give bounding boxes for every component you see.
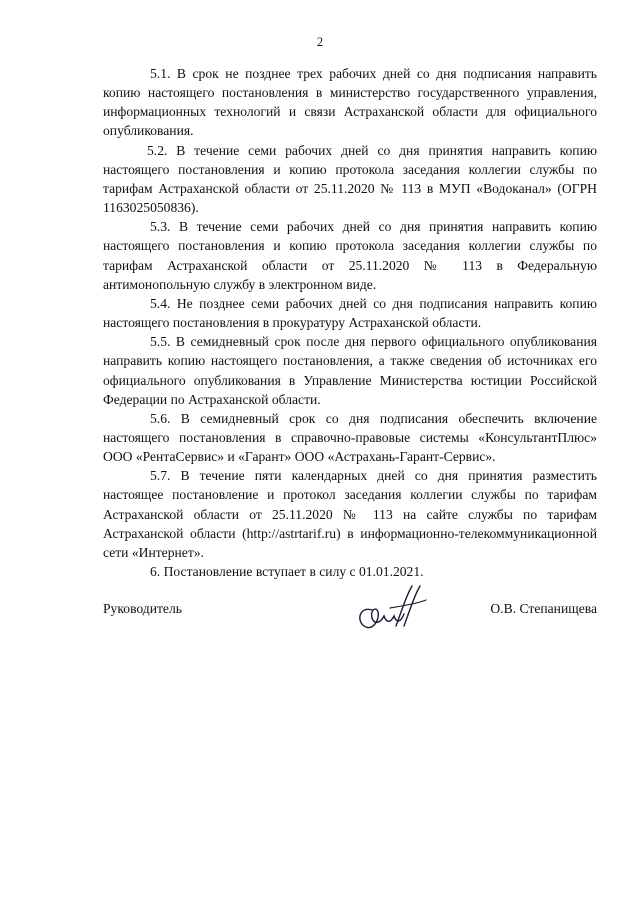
handwritten-signature-icon — [350, 580, 430, 636]
page-number: 2 — [316, 35, 324, 49]
paragraph-5-4: 5.4. Не позднее семи рабочих дней со дня подписания направить копию настоящего постановления в прокуратуру Астраханской области. — [103, 295, 597, 331]
paragraph-5-1: 5.1. В срок не позднее трех рабочих дней со дня подписания направить копию настоящего постановления в министерство государственного управления, информационных технологий и связи Астраханской области для официального опубликования. — [103, 66, 597, 139]
paragraph-5-6: 5.6. В семидневный срок со дня подписания обеспечить включение настоящего постановления в справочно-правовые системы «КонсультантПлюс» ООО «РентаСервис» и «Гарант» ООО «Астрахань-Гарант-Сервис». — [103, 410, 597, 465]
signer-role: Руководитель — [103, 601, 182, 616]
signer-name: О.В. Степанищева — [490, 601, 597, 616]
paragraph-6: 6. Постановление вступает в силу с 01.01.2021. — [150, 564, 424, 580]
document-body — [103, 64, 597, 581]
paragraph-5-5: 5.5. В семидневный срок после дня первого официального опубликования направить копию настоящего постановления, а также сведения об источниках его официального опубликования в Управление Министерства юстиции Российской Федерации по Астраханской области. — [103, 334, 597, 407]
paragraph-5-2: 5.2. В течение семи рабочих дней со дня принятия направить копию настоящего постановления и копию протокола заседания коллегии службы по тарифам Астраханской области от 25.11.2020 № 113 в МУП «Водоканал» (ОГРН 1163025050836). — [103, 142, 597, 216]
paragraph-5-7: 5.7. В течение пяти календарных дней со дня принятия разместить настоящее постановление и протокол заседания коллегии службы по тарифам Астраханской области от 25.11.2020 № 113 на сайте службы по тарифам Астраханской области (http://astrtarif.ru) в информационно-телекоммуникационной сети «Интернет». — [103, 468, 597, 560]
paragraph-5-3: 5.3. В течение семи рабочих дней со дня принятия направить копию настоящего постановления и копию протокола заседания коллегии службы по тарифам Астраханской области от 25.11.2020 № 113 в Федеральную антимонопольную службу в электронном виде. — [103, 219, 597, 292]
signature-block — [103, 596, 597, 636]
